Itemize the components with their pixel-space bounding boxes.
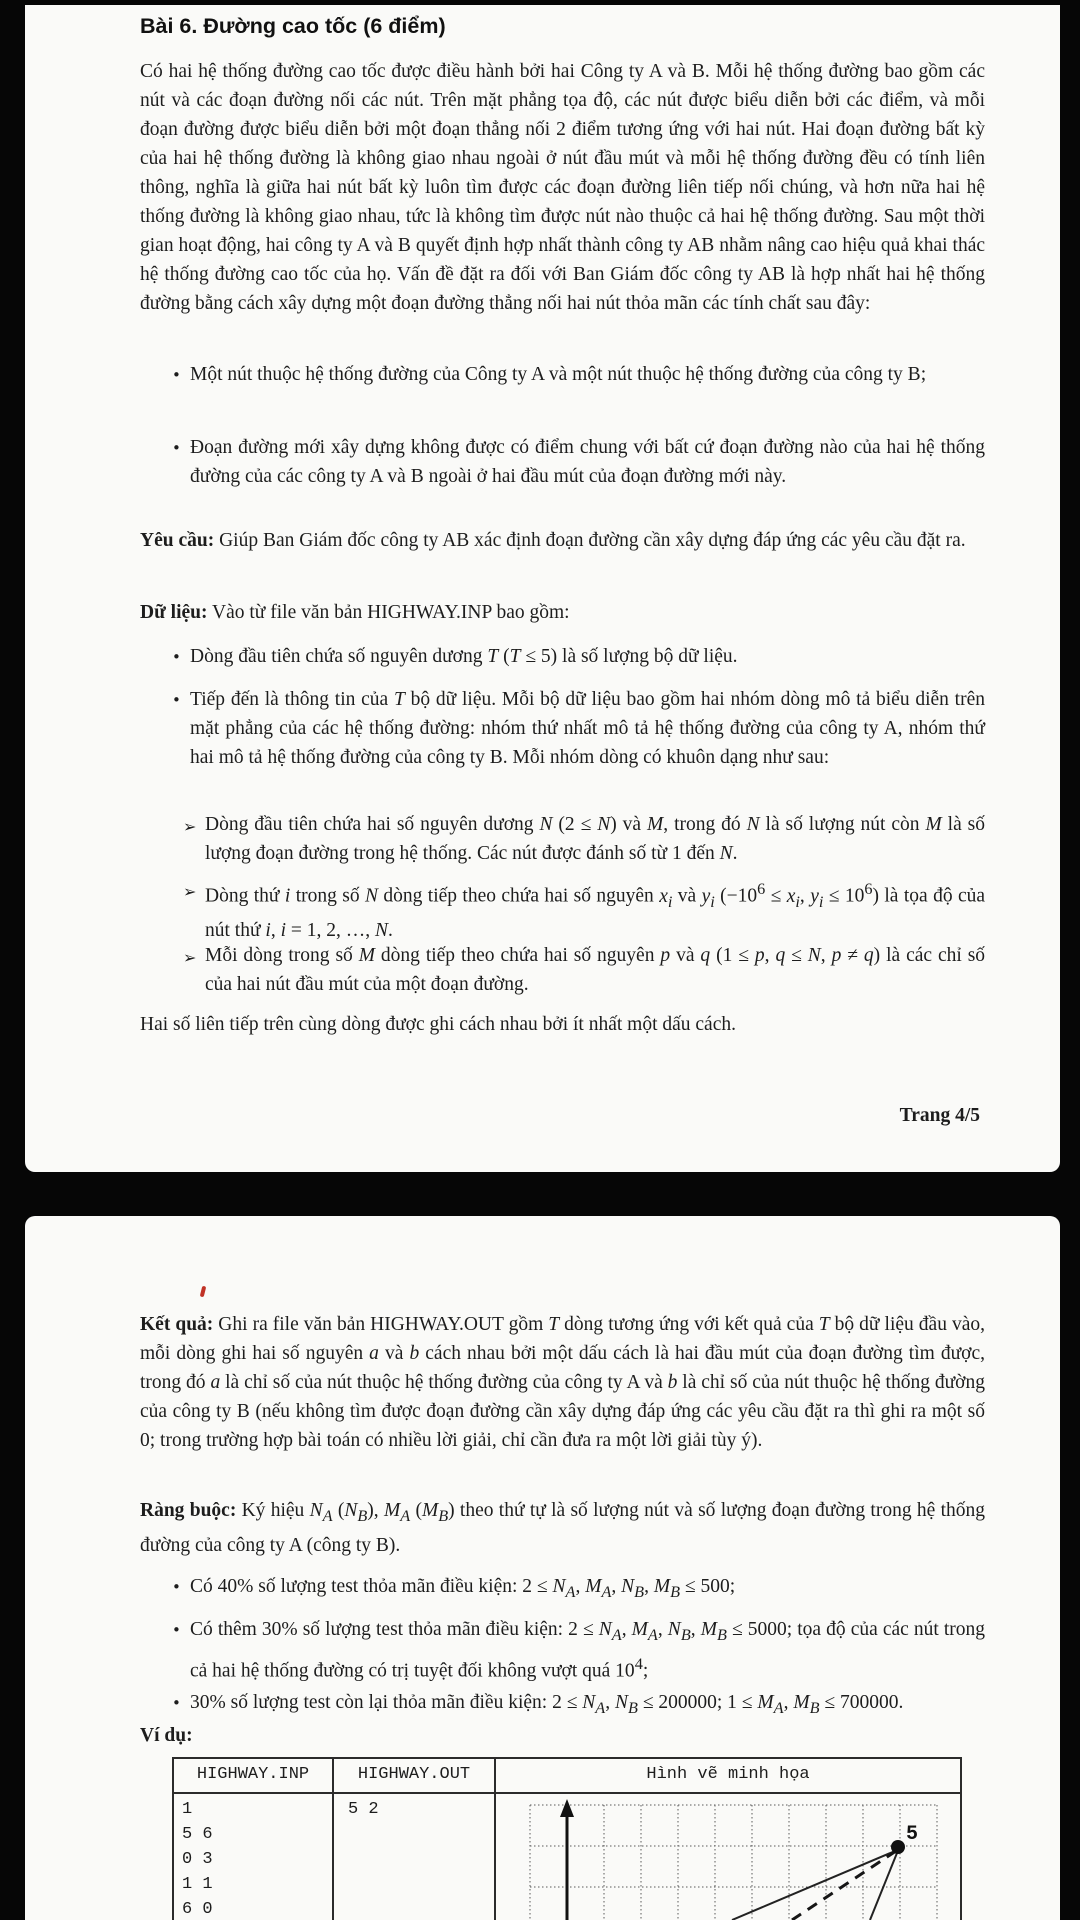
- property-bullet-1: [172, 360, 985, 389]
- input-data-heading: Dữ liệu: Vào từ file văn bản HIGHWAY.INP bao gồm:: [140, 602, 570, 623]
- constraints-paragraph: Ràng buộc: Ký hiệu $N_A$ $(N_B)$, $M_A$ $(M_B)$ theo thứ tự là số lượng nút và số lượng đoạn đường trong hệ thống đường của công ty A (công ty B).: [140, 1500, 985, 1556]
- bullet-dot-icon: •: [172, 366, 181, 384]
- example-heading: Ví dụ:: [140, 1725, 193, 1746]
- output-paragraph: Kết quả: Ghi ra file văn bản HIGHWAY.OUT gồm T dòng tương ứng với kết quả của T bộ dữ liệu đầu vào, mỗi dòng ghi hai số nguyên a và b cách nhau bởi một dấu cách là hai đầu mút của đoạn đường tìm được, trong đó a là chỉ số của nút thuộc hệ thống đường của công ty A và b là chỉ số của nút thuộc hệ thống đường của công ty B (nếu không tìm được đoạn đường cần xây dựng đáp ứng các yêu cầu đặt ra thì ghi ra một số 0; trong trường hợp bài toán có nhiều lời giải, chỉ cần đưa ra một lời giải tùy ý).: [140, 1314, 986, 1451]
- problem-title: Bài 6. Đường cao tốc (6 điểm): [140, 14, 446, 38]
- column-header-figure: Hình vẽ minh họa: [646, 1765, 810, 1784]
- property-bullet-2: [172, 433, 985, 491]
- y-axis-arrow: [560, 1799, 574, 1920]
- bullet-dot-icon: •: [172, 439, 181, 457]
- bullet-dot-icon: •: [172, 1621, 181, 1639]
- input-line: 0 3: [182, 1850, 213, 1869]
- input-file-cell: [182, 1797, 213, 1920]
- bullet-text: Dòng đầu tiên chứa hai số nguyên dương N (2 ≤ N) và M, trong đó N là số lượng nút còn M là số lượng đoạn đường trong hệ thống. Các nút được đánh số từ 1 đến N.: [205, 814, 985, 864]
- intro-paragraph: Có hai hệ thống đường cao tốc được điều hành bởi hai Công ty A và B. Mỗi hệ thống đường bao gồm các nút và các đoạn đường nối các nút. Trên mặt phẳng tọa độ, các nút được biểu diễn bởi các điểm, và mỗi đoạn đường được biểu diễn bởi một đoạn thẳng nối 2 điểm tương ứng với hai nút. Hai đoạn đường bất kỳ của hai hệ thống đường là không giao nhau ngoài ở nút đầu mút và mỗi hệ thống đường đều có tính liên thông, nghĩa là giữa hai nút bất kỳ luôn tìm được các đoạn đường liên tiếp nối chúng, và hơn nữa hai hệ thống đường là không giao nhau, tức là không tìm được nút nào thuộc cả hai hệ thống đường. Sau một thời gian hoạt động, hai công ty A và B quyết định hợp nhất thành công ty AB nhằm nâng cao hiệu quả khai thác hệ thống đường cao tốc của họ. Vấn đề đặt ra đối với Ban Giám đốc công ty AB là hợp nhất hai hệ thống đường bằng cách xây dựng một đoạn đường thẳng nối hai nút thỏa mãn các tính chất sau đây:: [140, 61, 985, 314]
- format-subbullet-1: [183, 810, 985, 868]
- red-pen-mark: [200, 1286, 207, 1298]
- input-line: 6 0: [182, 1900, 213, 1919]
- requirement-paragraph: Yêu cầu: Giúp Ban Giám đốc công ty AB xác định đoạn đường cần xây dựng đáp ứng các yêu cầu đặt ra.: [140, 530, 966, 551]
- bullet-text: Tiếp đến là thông tin của T bộ dữ liệu. Mỗi bộ dữ liệu bao gồm hai nhóm dòng mô tả biểu diễn trên mặt phẳng của các hệ thống đường: nhóm thứ nhất mô tả hệ thống đường của công ty A, nhóm thứ hai mô tả hệ thống đường của công ty B. Mỗi nhóm dòng có khuôn dạng như sau:: [190, 689, 986, 768]
- input-bullet-1: [172, 642, 985, 671]
- arrow-bullet-icon: ➢: [183, 948, 197, 967]
- bullet-text: Dòng thứ i trong số N dòng tiếp theo chứa hai số nguyên $x_i$ và $y_i$ ($-10^6 \le x_i$, $y_i \le 10^6$) là tọa độ của nút thứ i, i = 1, 2, …, N.: [205, 880, 986, 942]
- bullet-text: Một nút thuộc hệ thống đường của Công ty A và một nút thuộc hệ thống đường của công ty B;: [190, 364, 927, 385]
- node-point: [891, 1840, 905, 1854]
- input-line: 5 6: [182, 1825, 213, 1844]
- new-road-dashed-segment: [792, 1851, 896, 1920]
- input-line: 1 1: [182, 1875, 213, 1894]
- input-bullet-2: [172, 685, 985, 772]
- arrow-bullet-icon: ➢: [183, 817, 197, 836]
- page-2-scan: [25, 1216, 1060, 1920]
- bullet-dot-icon: •: [172, 648, 181, 666]
- format-subbullet-3: [183, 941, 985, 999]
- bullet-text: Đoạn đường mới xây dựng không được có điểm chung với bất cứ đoạn đường nào của hai hệ thống đường của các công ty A và B ngoài ở hai đầu mút của đoạn đường mới này.: [190, 437, 985, 487]
- input-line: 1: [182, 1800, 193, 1819]
- format-subbullet-2: [183, 875, 985, 945]
- output-line: 5 2: [348, 1800, 379, 1819]
- column-header-input: HIGHWAY.INP: [196, 1765, 310, 1784]
- page-1-scan: [25, 5, 1060, 1172]
- constraint-bullet-3: [172, 1688, 985, 1723]
- column-header-output: HIGHWAY.OUT: [357, 1765, 471, 1784]
- bullet-text: 30% số lượng test còn lại thỏa mãn điều kiện: $2 \le N_A$, $N_B \le 200000$; $1 \le M_A$, $M_B \le 700000$.: [190, 1692, 904, 1717]
- constraint-bullet-2: [172, 1615, 985, 1685]
- bullet-dot-icon: •: [172, 1578, 181, 1596]
- bullet-text: Có thêm 30% số lượng test thỏa mãn điều kiện: $2 \le N_A$, $M_A$, $N_B$, $M_B \le 5000$; tọa độ của các nút trong cả hai hệ thống đường có trị tuyệt đối không vượt quá $10^4$;: [190, 1619, 986, 1682]
- bullet-text: Có 40% số lượng test thỏa mãn điều kiện: $2 \le N_A$, $M_A$, $N_B$, $M_B \le 500$;: [190, 1576, 736, 1601]
- bullet-text: Dòng đầu tiên chứa số nguyên dương T (T ≤ 5) là số lượng bộ dữ liệu.: [190, 646, 738, 667]
- bullet-dot-icon: •: [172, 691, 181, 709]
- illustration-figure: [492, 1793, 958, 1920]
- node-label: 5: [906, 1823, 919, 1846]
- arrow-bullet-icon: ➢: [183, 882, 197, 901]
- bullet-dot-icon: •: [172, 1694, 181, 1712]
- separator-note: Hai số liên tiếp trên cùng dòng được ghi cách nhau bởi ít nhất một dấu cách.: [140, 1014, 736, 1035]
- road-segments: [732, 1851, 897, 1920]
- bullet-text: Mỗi dòng trong số M dòng tiếp theo chứa hai số nguyên p và q (1 ≤ p, q ≤ N, p ≠ q) là các chỉ số của hai nút đầu mút của một đoạn đường.: [205, 945, 986, 995]
- page-number: Trang 4/5: [899, 1105, 980, 1126]
- constraint-bullet-1: [172, 1572, 985, 1607]
- output-file-cell: [348, 1797, 379, 1822]
